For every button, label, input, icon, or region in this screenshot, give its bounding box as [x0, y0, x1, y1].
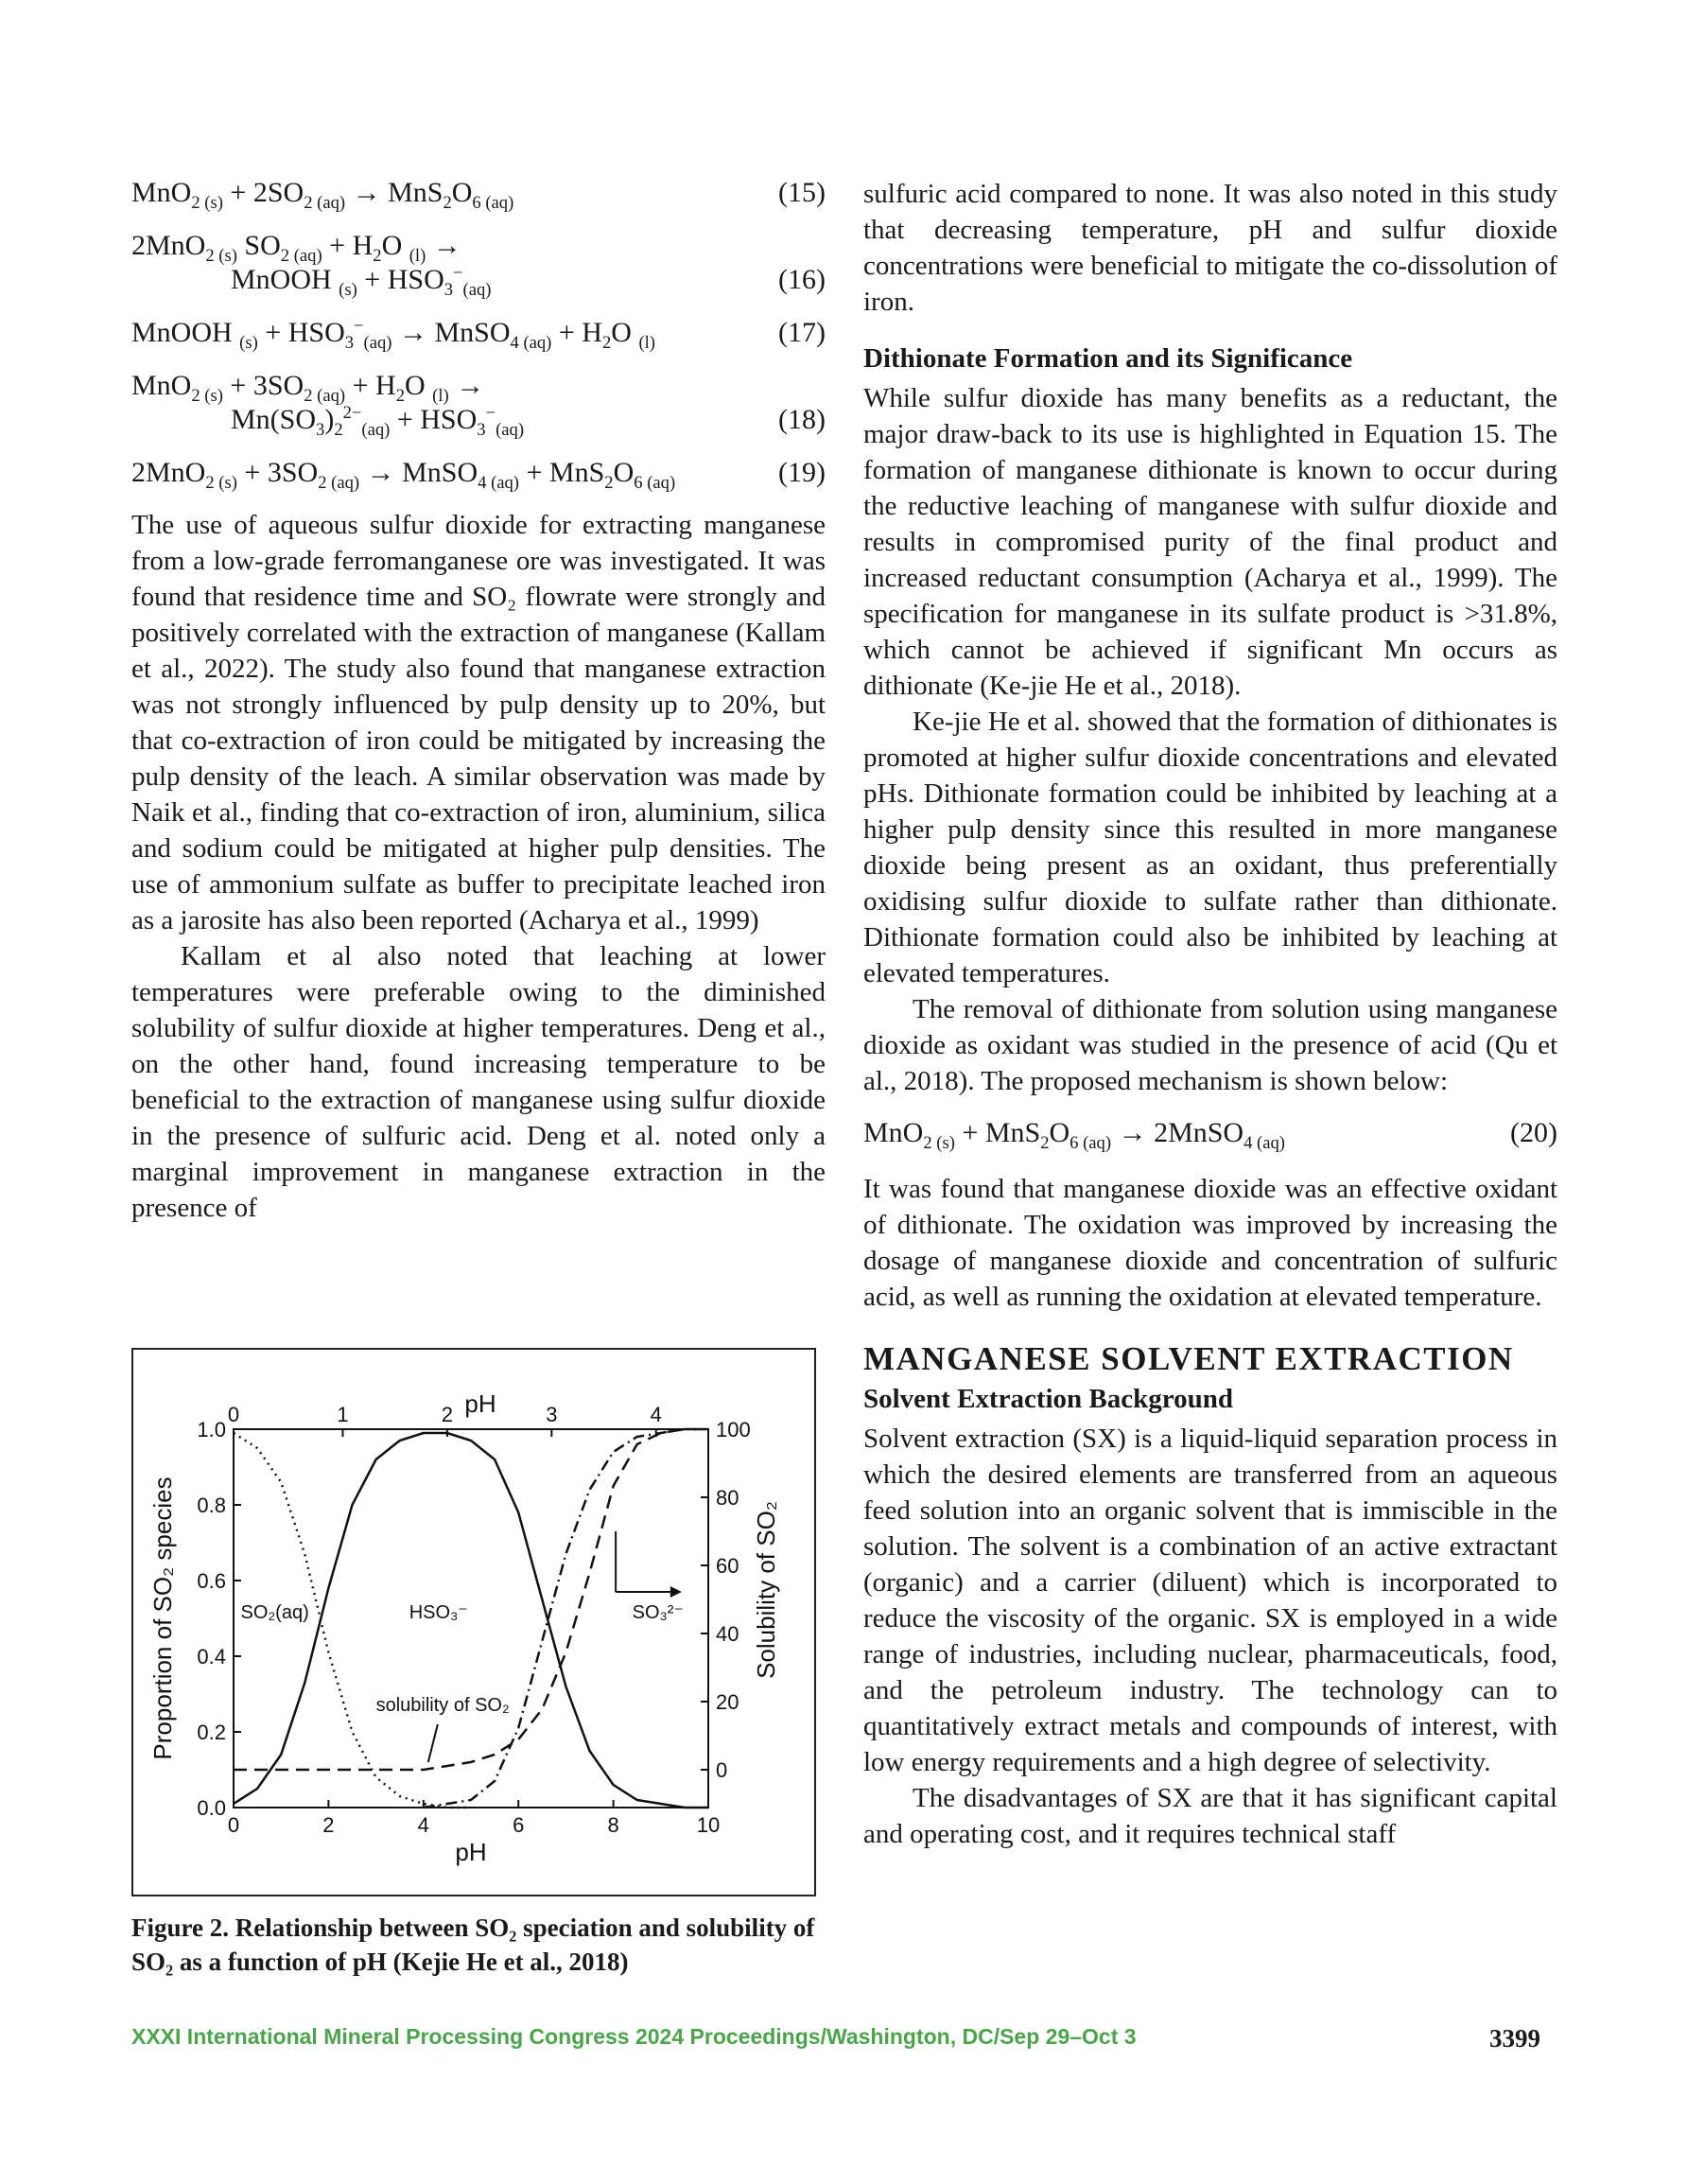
x-tick-label: 0 [227, 1813, 240, 1837]
chart-svg [133, 1350, 814, 1895]
y-axis-label: Proportion of SO₂ species [148, 1476, 177, 1760]
page-number: 3399 [1489, 2024, 1540, 2053]
right-tick-label: 100 [716, 1418, 751, 1441]
x-tick-label: 2 [322, 1813, 335, 1837]
x-tick-label: 8 [607, 1813, 619, 1837]
annotation-so3: SO₃²⁻ [632, 1602, 684, 1623]
left-column [131, 176, 826, 1226]
x-tick-label: 6 [513, 1813, 525, 1837]
x-tick-label: 4 [417, 1813, 429, 1837]
equation-19: $2MnO_{2 (s)} + 3SO_{2 (aq)}$ → MnSO$_{4 (aq)}$ + $MnS_2O_{6 (aq)}$ (19) [131, 457, 826, 493]
paragraph: Ke-jie He et al. showed that the formation of dithionates is promoted at higher sulfur dioxide concentrations and elevated pHs. Dithionate formation could be inhibited by leaching at a higher pulp density since this resulted in more manganese dioxide being present as an oxidant, thus preferentially oxidising sulfur dioxide to sulfate rather than dithionate. Dithionate formation could also be inhibited by leaching at elevated temperatures. [863, 707, 1557, 988]
paragraph: The removal of dithionate from solution using manganese dioxide as oxidant was studied in the presence of acid (Qu et al., 2018). The proposed mechanism is shown below: [863, 994, 1557, 1096]
top-tick-label: 3 [546, 1403, 558, 1426]
conference-name: XXXI International Mineral Processing Congress 2024 Proceedings/Washington, DC/Sep 29–Oct 3 [131, 2024, 1137, 2049]
x-axis-label: pH [455, 1838, 487, 1866]
equation-number: (19) [778, 457, 826, 488]
annotation-arrow [428, 1724, 438, 1762]
top-axis-label: pH [464, 1389, 496, 1418]
paragraph: sulfuric acid compared to none. It was also noted in this study that decreasing temperature, pH and sulfur dioxide concentrations were beneficial to mitigate the co-dissolution of iron. [863, 179, 1557, 317]
equation-15: $MnO_{2 (s)} + 2SO_{2 (aq)} \to MnS_2O_{6 (aq)}$ (15) [131, 177, 826, 213]
y-tick-label: 0.0 [197, 1796, 226, 1820]
x-tick-label: 10 [696, 1813, 721, 1837]
right-tick-label: 0 [716, 1758, 728, 1782]
y-tick-label: 1.0 [197, 1418, 226, 1441]
equation-number: (18) [778, 404, 826, 435]
right-column [863, 176, 1557, 1852]
equation-18: $MnO_{2 (s)} + 3SO_{2 (aq)} + H_2O$ $_{(l)}$ → $Mn(SO_3)_2^{2-}_{(aq)} + HSO_3^-_{(aq)}$ (18) [131, 370, 826, 440]
equation-20: $MnO_{2 (s)} + MnS_2O_{6 (aq)}$ → 2MnSO$_{4 (aq)}$ (20) [863, 1117, 1557, 1153]
subheading-dithionate: Dithionate Formation and its Significance [863, 343, 1353, 374]
section-title: MANGANESE SOLVENT EXTRACTION [863, 1340, 1514, 1377]
paragraph: The use of aqueous sulfur dioxide for extracting manganese from a low-grade ferromanganese ore was investigated. It was found that residence time and SO₂ flowrate were strongly and positively correlated with the extraction of manganese (Kallam et al., 2022). The study also found that manganese extraction was not strongly influenced by pulp density up to 20%, but that co-extraction of iron could be mitigated by increasing the pulp density of the leach. A similar observation was made by Naik et al., finding that co-extraction of iron, aluminium, silica and sodium could be mitigated at higher pulp densities. The use of ammonium sulfate as buffer to precipitate leached iron as a jarosite has also been reported (Acharya et al., 1999) [131, 510, 826, 935]
paragraph: Kallam et al also noted that leaching at lower temperatures were preferable owing to the diminished solubility of sulfur dioxide at higher temperatures. Deng et al., on the other hand, found increasing temperature to be beneficial to the extraction of manganese using sulfur dioxide in the presence of sulfuric acid. Deng et al. noted only a marginal improvement in manganese extraction in the presence of [131, 941, 826, 1223]
right-tick-label: 60 [716, 1554, 739, 1578]
annotation-so2aq: SO₂(aq) [240, 1602, 309, 1623]
figure-caption: Figure 2. Relationship between SO₂ speciation and solubility of SO₂ as a function of pH (Kejie He et al., 2018) [131, 1913, 815, 1976]
series-line [234, 1429, 708, 1770]
y-tick-label: 0.6 [197, 1569, 226, 1593]
right-tick-label: 40 [716, 1622, 739, 1646]
annotation-hso3: HSO₃⁻ [409, 1602, 468, 1623]
top-tick-label: 0 [227, 1403, 240, 1426]
paragraph: While sulfur dioxide has many benefits as a reductant, the major draw-back to its use is highlighted in Equation 15. The formation of manganese dithionate is known to occur during the reductive leaching of manganese with sulfur dioxide and results in compromised purity of the final product and increased reductant consumption (Acharya et al., 1999). The specification for manganese in its sulfate product is >31.8%, which cannot be achieved if significant Mn occurs as dithionate (Ke-jie He et al., 2018). [863, 383, 1557, 701]
top-tick-label: 2 [441, 1403, 454, 1426]
top-tick-label: 4 [650, 1403, 662, 1426]
equation-17: MnOOH $_{(s)} + HSO_3^-_{(aq)}$ → MnSO$_{4 (aq)}$ + $H_2O$ $_{(l)}$ (17) [131, 316, 826, 353]
subheading-sx: Solvent Extraction Background [863, 1384, 1234, 1414]
figure-chart [131, 1348, 816, 1896]
arrow-head [670, 1586, 682, 1598]
equation-number: (16) [778, 264, 826, 295]
right-tick-label: 20 [716, 1690, 739, 1714]
right-axis-label: Solubility of SO₂ [752, 1501, 780, 1679]
annotation-solubility: solubility of SO₂ [375, 1695, 510, 1716]
page-footer [131, 2024, 1540, 2053]
y-tick-label: 0.8 [197, 1494, 226, 1517]
paragraph: Solvent extraction (SX) is a liquid-liquid separation process in which the desired elements are transferred from an aqueous feed solution into an organic solvent that is immiscible in the solution. The solvent is a combination of an active extractant (organic) and a carrier (diluent) which is incorporated to reduce the viscosity of the organic. SX is employed in a wide range of industries, including nuclear, pharmaceuticals, food, and the petroleum industry. The technology can to quantitatively extract metals and compounds of interest, with low energy requirements and a high degree of selectivity. [863, 1424, 1557, 1777]
top-tick-label: 1 [337, 1403, 349, 1426]
equation-16: 2MnO$_{2 (s)}$ $SO_{2 (aq)} + H_2O$ $_{(l)}$ → MnOOH $_{(s)} + HSO_3^-_{(aq)}$ (16) [131, 230, 826, 300]
paragraph: The disadvantages of SX are that it has significant capital and operating cost, and it requires technical staff [863, 1783, 1557, 1849]
paragraph: It was found that manganese dioxide was an effective oxidant of dithionate. The oxidation was improved by increasing the dosage of manganese dioxide and concentration of sulfuric acid, as well as running the oxidation at elevated temperature. [863, 1174, 1557, 1312]
right-tick-label: 80 [716, 1486, 739, 1510]
equation-number: (17) [778, 317, 826, 348]
equation-number: (15) [778, 177, 826, 208]
y-tick-label: 0.2 [197, 1721, 226, 1744]
equation-number: (20) [1510, 1117, 1557, 1148]
y-tick-label: 0.4 [197, 1645, 226, 1669]
